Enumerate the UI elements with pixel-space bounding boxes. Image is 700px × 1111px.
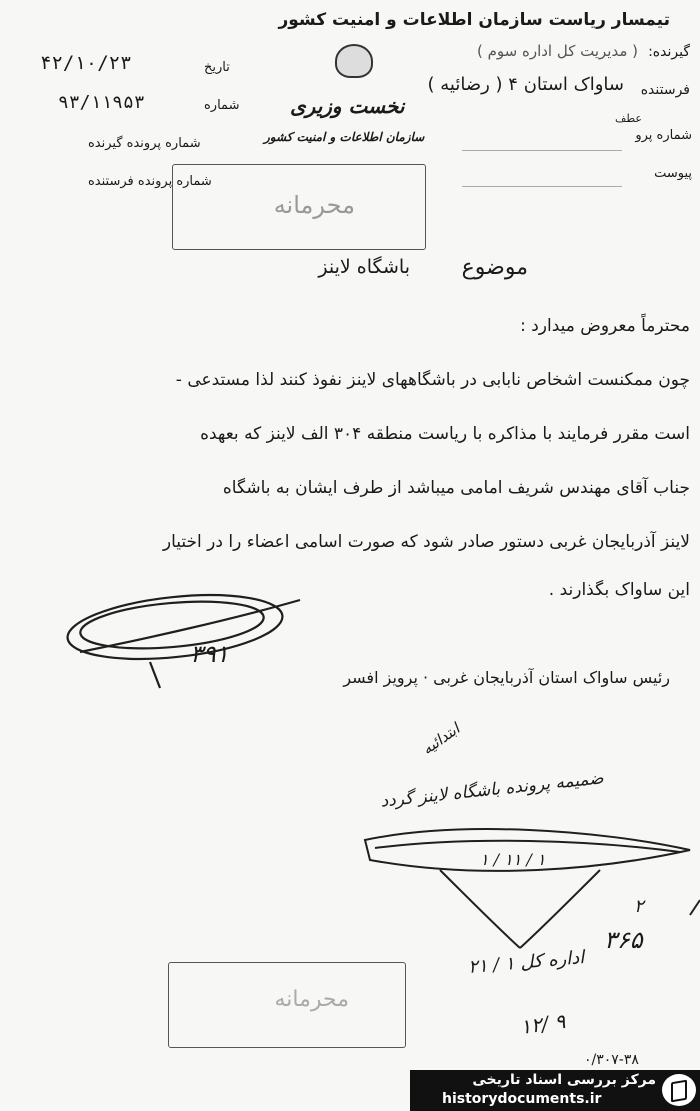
body-line-4: لاینز آذربایجان غربی دستور صادر شود که صورت اسامی اعضاء را در اختیار — [162, 532, 690, 552]
number-value: ۹۳/۱۱۹۵۳ — [58, 92, 145, 113]
signature-number: ۳۹۱ — [190, 640, 229, 668]
top-stamp-text: محرمانه — [273, 191, 355, 219]
salutation: محترماً معروض میدارد : — [520, 316, 690, 336]
attachment-label: پیوست — [654, 166, 692, 181]
document-code: ۰/۳۰۷-۳۸ — [584, 1052, 639, 1068]
subject-label: موضوع — [461, 255, 528, 280]
page-mark: ۲ — [634, 896, 644, 917]
watermark-title: مرکز بررسی اسناد تاریخی — [472, 1072, 656, 1088]
handwritten-initial: ابتدائیه — [418, 719, 464, 759]
signature-scribble — [64, 586, 300, 688]
recipient-file-label: شماره پرونده گیرنده — [88, 136, 201, 151]
recipient-value: ( مدیریت کل اداره سوم ) — [476, 42, 638, 60]
watermark — [410, 1070, 700, 1111]
emblem-line1: نخست وزیری — [290, 94, 405, 118]
file-number-label: شماره پرو — [635, 128, 692, 143]
top-stamp-box — [172, 164, 426, 250]
sender-label: فرستنده — [640, 82, 690, 98]
archive-note-2: ۱۲/ ۹ — [518, 1008, 567, 1040]
recipient-label: گیرنده: — [648, 44, 690, 60]
subject-value: باشگاه لاینز — [318, 256, 410, 278]
document-archive-logo-icon — [662, 1074, 696, 1106]
body-line-1: چون ممکنست اشخاص نابابی در باشگاههای لاینز نفوذ کنند لذا مستدعی - — [175, 370, 690, 390]
watermark-url: historydocuments.ir — [442, 1091, 602, 1107]
sender-file-label: شماره پرونده فرستنده — [88, 174, 212, 189]
lion-and-sun-emblem-icon — [335, 44, 373, 78]
date-label: تاریخ — [204, 60, 230, 75]
bottom-stamp-text: محرمانه — [274, 987, 349, 1012]
addressee-line: تیمسار ریاست سازمان اطلاعات و امنیت کشور — [278, 10, 670, 30]
reference-label: عطف — [615, 112, 642, 125]
handwritten-note: ضمیمه پرونده باشگاه لاینز گردد — [379, 768, 605, 812]
emblem-line2: سازمان اطلاعات و امنیت کشور — [264, 130, 425, 144]
sender-value: ساواک استان ۴ ( رضائیه ) — [427, 74, 624, 95]
bottom-stamp-box — [168, 962, 406, 1048]
handwritten-scribble: ۱ / ۱۱ / ۱ — [480, 850, 546, 869]
date-value: ۴۲/۱۰/۲۳ — [40, 52, 132, 74]
signature-title: رئیس ساواک استان آذربایجان غربی · پرویز افسر — [343, 668, 670, 687]
file-number-line — [462, 150, 622, 151]
attachment-line — [462, 186, 622, 187]
archive-note-1: اداره کل ۱ / ۲۱ — [467, 946, 586, 979]
body-line-3: جناب آقای مهندس شریف امامی میباشد از طرف ایشان به باشگاه — [222, 478, 690, 498]
body-line-5: این ساواک بگذارند . — [548, 580, 690, 600]
number-label: شماره — [204, 98, 240, 113]
body-line-2: است مقرر فرمایند با مذاکره با ریاست منطقه ۳۰۴ الف لاینز که بعهده — [200, 424, 690, 444]
page-number: ۳۶۵ — [604, 926, 643, 954]
